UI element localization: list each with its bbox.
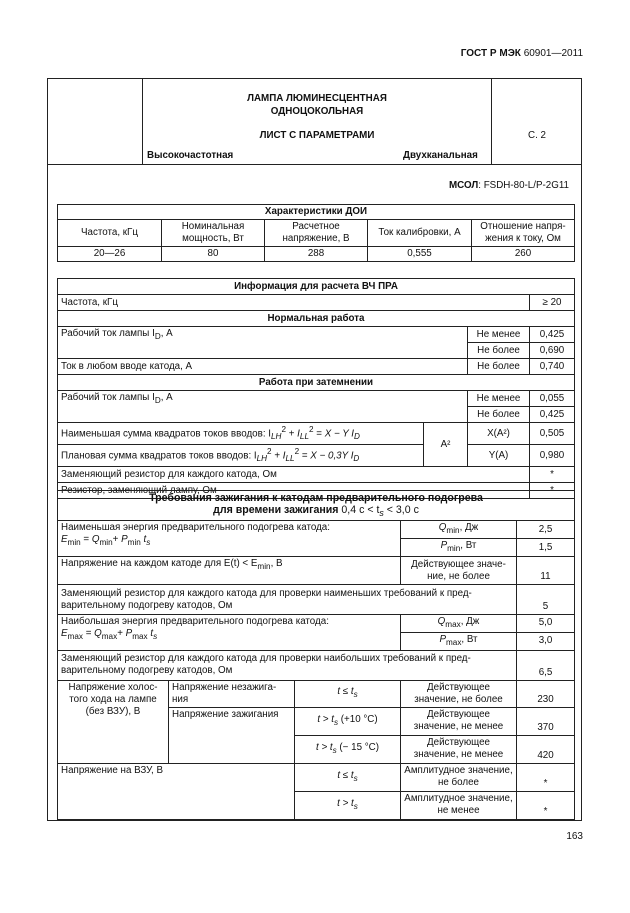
doi-header: Расчетное напряжение, В <box>265 220 368 247</box>
doi-title: Характеристики ДОИ <box>58 205 575 220</box>
emax-label: Наибольшая энергия предварительного подогрева катода: $E_{max} = Q_{max}+ P_{max}$ $t_s$ <box>58 615 401 651</box>
doi-header: Ток калибровки, А <box>368 220 472 247</box>
doi-value: 20—26 <box>58 247 162 262</box>
lamp-resistor-label: Резистор, заменяющий лампу, Ом <box>58 483 530 499</box>
cathode-current-label: Ток в любом вводе катода, А <box>58 359 468 375</box>
msol-code: МСОЛ: FSDH-80-L/P-2G11 <box>449 180 569 191</box>
cathode-resistor-label: Заменяющий резистор для каждого катода, Ом <box>58 467 530 483</box>
parameter-sheet <box>47 78 582 821</box>
dim-id-label: Рабочий ток лампы $I_D$, А <box>58 391 468 423</box>
doi-header: Частота, кГц <box>58 220 162 247</box>
ignition-table: Требования зажигания к катодам предварительного подогрева для времени зажигания 0,4 $с < t_s < 3,0$ с Наименьшая энергия предварительного подогрева катода: $E_{min} = Q_{min}+ P_{min}$ $t_s$ $Q_{min}$, Дж 2,5 $P_{min}$, Вт 1,5 Напряжение на каждом катоде для $E(t) < E_{min}$, В Действующее значе-ние, не более 11 Заменяющий резистор для каждого катода для проверки наименьших требований к пред-варительному подогреву катодов, Ом 5 Наибольшая энергия предварительного подогрева катода: $E_{max} = Q_{max}+ P_{max}$ $t_s$ $Q_{max}$, Дж 5,0 $P_{max}$, Вт 3,0 Заменяющий резистор для каждого катода для проверки наибольших требований к пред-варительному подогреву катодов, Ом 6,5 Напряжение холос-того хода на лампе (без ВЗУ), В Напряжение незажига-ния $t \le t_s$ Действующее значение, не более 230 Напряжение зажигания $t > t_s$ (+10 °С) Действующее значение, не менее 370 $t > t_s$ (− 15 °С) Действующее значение, не менее 420 Напряжение на ВЗУ, В $t \le t_s$ Амплитудное значение, не более * $t > t_s$ Амплитудное значение, не менее * <box>57 490 575 820</box>
ignition-title: Требования зажигания к катодам предварительного подогрева для времени зажигания 0,4 $с < t_s < 3,0$ с <box>58 491 575 521</box>
page-number: 163 <box>566 831 583 842</box>
rmin-label: Заменяющий резистор для каждого катода для проверки наименьших требований к пред-варительному подогреву катодов, Ом <box>58 585 517 615</box>
emin-label: Наименьшая энергия предварительного подогрева катода: $E_{min} = Q_{min}+ P_{min}$ $t_s$ <box>58 521 401 557</box>
doi-value: 288 <box>265 247 368 262</box>
min-sum-label: Наименьшая сумма квадратов токов вводов: $I_{LH}^2 + I_{LL}^2 = X - Y$ $I_D$ <box>58 423 424 445</box>
id-label: Рабочий ток лампы $I_D$, А <box>58 327 468 359</box>
rmax-label: Заменяющий резистор для каждого катода для проверки наибольших требований к пред-варительному подогреву катодов, Ом <box>58 650 517 680</box>
type-label: Двухканальная <box>403 150 478 161</box>
plan-sum-label: Плановая сумма квадратов токов вводов: $I_{LH}^2 + I_{LL}^2 = X - 0,3Y$ $I_D$ <box>58 445 424 467</box>
title-block <box>48 79 581 165</box>
freq-value: ≥ 20 <box>530 295 575 311</box>
hf-ballast-table: Информация для расчета ВЧ ПРА Частота, кГц ≥ 20 Нормальная работа Рабочий ток лампы $I_D$, А Не менее 0,425 Не более 0,690 Ток в любом вводе катода, А Не более 0,740 Работа при затемнении Рабочий ток лампы $I_D$, А Не менее 0,055 Не более 0,425 Наименьшая сумма квадратов токов вводов: $I_{LH}^2 + I_{LL}^2 = X - Y$ $I_D$ A² X(A²) 0,505 Плановая сумма квадратов токов вводов: $I_{LH}^2 + I_{LL}^2 = X - 0,3Y$ $I_D$ Y(A) 0,980 Заменяющий резистор для каждого катода, Ом * Резистор, заменяющий лампу, Ом * <box>57 278 575 499</box>
standard-header: ГОСТ Р МЭК 60901—2011 <box>460 48 583 59</box>
cathode-voltage-label: Напряжение на каждом катоде для $E(t) < E_{min}$, В <box>58 557 401 585</box>
vzu-label: Напряжение на ВЗУ, В <box>58 763 295 819</box>
open-circuit-label: Напряжение холос-того хода на лампе (без ВЗУ), В <box>58 680 169 763</box>
dim-title: Работа при затемнении <box>58 375 575 391</box>
sheet-title: ЛИСТ С ПАРАМЕТРАМИ <box>259 130 375 141</box>
hf-label: Высокочастотная <box>147 150 234 161</box>
lamp-title: ЛАМПА ЛЮМИНЕСЦЕНТНАЯ ОДНОЦОКОЛЬНАЯ <box>247 93 387 117</box>
doi-value: 80 <box>162 247 265 262</box>
freq-label: Частота, кГц <box>58 295 530 311</box>
doi-header: Отношение напря-жения к току, Ом <box>472 220 575 247</box>
doi-value: 0,555 <box>368 247 472 262</box>
doi-value: 260 <box>472 247 575 262</box>
doi-header: Номинальная мощность, Вт <box>162 220 265 247</box>
normal-title: Нормальная работа <box>58 311 575 327</box>
sheet-page: С. 2 <box>528 130 546 141</box>
hf-title: Информация для расчета ВЧ ПРА <box>58 279 575 295</box>
doi-table <box>57 204 575 262</box>
